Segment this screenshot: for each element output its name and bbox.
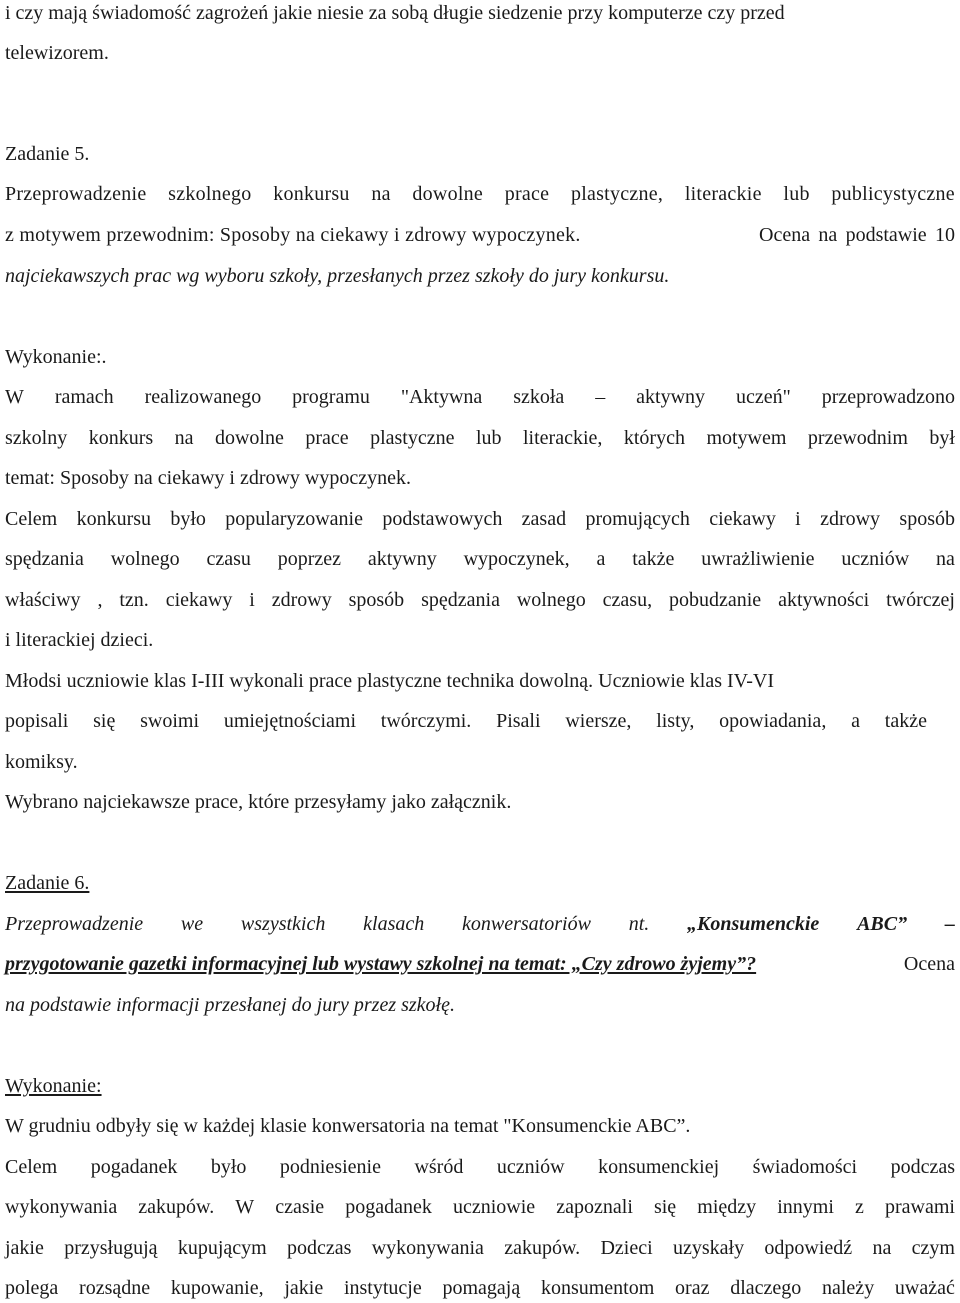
word: kupowanie,	[170, 1277, 264, 1299]
word: we	[180, 913, 204, 935]
word: motywem	[706, 427, 787, 449]
word: szkoła	[513, 386, 565, 408]
word: pogadanek	[90, 1156, 178, 1178]
word: 10	[935, 224, 955, 246]
text-line	[5, 506, 955, 532]
word: Celem	[5, 1156, 58, 1178]
word: przewodnim	[807, 427, 908, 449]
word: instytucje	[343, 1277, 422, 1299]
word: ramach	[54, 386, 114, 408]
word: spędzania	[421, 589, 500, 611]
word: sposób	[348, 589, 405, 611]
word: aktywny	[636, 386, 706, 408]
word: prace	[504, 183, 550, 205]
word: Przeprowadzenie	[5, 913, 144, 935]
text-line: W grudniu odbyły się w każdej klasie konwersatoria na temat "Konsumenckie ABC”.	[5, 1115, 691, 1137]
word: podstawie	[845, 224, 927, 246]
word: ciekawy	[165, 589, 233, 611]
word: Dzieci	[600, 1237, 653, 1259]
word: czasu,	[602, 589, 653, 611]
word: konkursu	[273, 183, 350, 205]
word: się	[653, 1196, 677, 1218]
word: jakie	[284, 1277, 324, 1299]
word: promujących	[585, 508, 690, 530]
word: popularyzowanie	[225, 508, 363, 530]
word: i	[249, 589, 255, 611]
word: podczas	[890, 1156, 955, 1178]
text-line	[5, 425, 955, 451]
word: zasad	[521, 508, 567, 530]
word: uzyskały	[672, 1237, 745, 1259]
word: umiejętnościami	[223, 710, 356, 732]
word: wiersze,	[565, 710, 632, 732]
word: szkolny	[5, 427, 68, 449]
text-line: Wybrano najciekawsze prace, które przesyłamy jako załącznik.	[5, 791, 512, 813]
word: podstawowych	[382, 508, 503, 530]
text-line: telewizorem.	[5, 42, 109, 64]
word: realizowanego	[144, 386, 262, 408]
word: wykonywania	[5, 1196, 118, 1218]
word: uważać	[894, 1277, 955, 1299]
word: i	[795, 508, 801, 530]
word: lub	[783, 183, 810, 205]
word: sposób	[899, 508, 955, 530]
text-line	[5, 708, 927, 734]
word: zakupów.	[138, 1196, 215, 1218]
word: zapoznali	[556, 1196, 633, 1218]
section-heading: Wykonanie:.	[5, 346, 107, 368]
word: wolnego	[110, 548, 180, 570]
word: literackie,	[523, 427, 603, 449]
section-heading: Zadanie 5.	[5, 143, 90, 165]
word: pomagają	[442, 1277, 521, 1299]
text-line: na podstawie informacji przesłanej do jury przez szkołę.	[5, 994, 455, 1016]
word: W	[5, 386, 24, 408]
word: przysługują	[64, 1237, 158, 1259]
word: zdrowy	[820, 508, 881, 530]
text-fragment: z motywem przewodnim: Sposoby na ciekawy i zdrowy wypoczynek.	[5, 224, 581, 246]
word: na	[174, 427, 194, 449]
word: swoimi	[140, 710, 200, 732]
word: był	[929, 427, 955, 449]
word: czym	[911, 1237, 955, 1259]
word: dowolne	[214, 427, 284, 449]
word: odpowiedź	[764, 1237, 853, 1259]
word: między	[697, 1196, 757, 1218]
word: spędzania	[5, 548, 84, 570]
word: ABC”	[857, 913, 908, 935]
word: na	[936, 548, 955, 570]
word: innymi	[777, 1196, 834, 1218]
word: tzn.	[119, 589, 149, 611]
word: właściwy	[5, 589, 81, 611]
text-line	[5, 181, 955, 207]
word: zakupów.	[504, 1237, 581, 1259]
word: z	[855, 1196, 864, 1218]
word: „Konsumenckie	[687, 913, 820, 935]
word: podczas	[287, 1237, 352, 1259]
text-line	[5, 1275, 955, 1301]
word: uwrażliwienie	[701, 548, 815, 570]
text-line	[5, 384, 955, 410]
text-line: komiksy.	[5, 751, 78, 773]
word: programu	[292, 386, 370, 408]
word: popisali	[5, 710, 69, 732]
word: wypoczynek,	[463, 548, 570, 570]
word: szkolnego	[168, 183, 252, 205]
word: twórczymi.	[380, 710, 472, 732]
word: przeprowadzono	[821, 386, 955, 408]
text-fragment: Ocena	[903, 953, 955, 975]
word: świadomości	[752, 1156, 858, 1178]
word: uczeń"	[735, 386, 791, 408]
text-line: Młodsi uczniowie klas I-III wykonali prace plastyczne technika dowolną. Uczniowie klas IV-VI	[5, 670, 775, 692]
word: aktywności	[778, 589, 870, 611]
word: uczniów	[841, 548, 910, 570]
word: podniesienie	[279, 1156, 381, 1178]
word: literackie	[684, 183, 762, 205]
text-line: temat: Sposoby na ciekawy i zdrowy wypoczynek.	[5, 467, 412, 489]
text-line	[5, 546, 955, 572]
word: ciekawy	[709, 508, 776, 530]
word: oraz	[675, 1277, 710, 1299]
text-line: i literackiej dzieci.	[5, 629, 154, 651]
text-line	[5, 587, 955, 613]
text-fragment: przygotowanie gazetki informacyjnej lub wystawy szkolnej na temat: „Czy zdrowo żyjemy”?	[5, 953, 757, 975]
word: konkurs	[88, 427, 154, 449]
word: konsumenckiej	[598, 1156, 720, 1178]
text-line: i czy mają świadomość zagrożeń jakie niesie za sobą długie siedzenie przy komputerze czy przed	[5, 2, 785, 24]
word: pogadanek	[345, 1196, 432, 1218]
word: a	[596, 548, 606, 570]
word: prawami	[885, 1196, 955, 1218]
text-line	[5, 911, 955, 937]
word: na	[371, 183, 391, 205]
word: polega	[5, 1277, 59, 1299]
word: plastyczne	[370, 427, 455, 449]
text-line	[5, 1154, 955, 1180]
word: rozsądne	[79, 1277, 151, 1299]
word: dlaczego	[730, 1277, 802, 1299]
word: kupującym	[177, 1237, 267, 1259]
word: plastyczne,	[570, 183, 664, 205]
word: twórczej	[886, 589, 955, 611]
word: na	[818, 224, 838, 246]
word: uczniowie	[452, 1196, 536, 1218]
word: –	[944, 913, 955, 935]
word: Ocena	[759, 224, 811, 246]
word: aktywny	[367, 548, 437, 570]
word: się	[93, 710, 116, 732]
word: wszystkich	[240, 913, 326, 935]
word: także	[632, 548, 675, 570]
word: wśród	[414, 1156, 464, 1178]
word: czasie	[275, 1196, 325, 1218]
section-heading: Zadanie 6.	[5, 872, 90, 894]
word: listy,	[656, 710, 695, 732]
word: jakie	[5, 1237, 44, 1259]
word: było	[210, 1156, 247, 1178]
word: Celem	[5, 508, 58, 530]
word: na	[872, 1237, 892, 1259]
word: których	[623, 427, 685, 449]
word: publicystyczne	[831, 183, 955, 205]
word: poprzez	[277, 548, 341, 570]
section-heading: Wykonanie:	[5, 1075, 102, 1097]
word: także	[884, 710, 927, 732]
word: dowolne	[412, 183, 484, 205]
word: opowiadania,	[719, 710, 827, 732]
word: należy	[822, 1277, 875, 1299]
word: ,	[97, 589, 103, 611]
text-line	[5, 951, 955, 977]
word: pobudzanie	[668, 589, 762, 611]
text-line: najciekawszych prac wg wyboru szkoły, przesłanych przez szkoły do jury konkursu.	[5, 265, 670, 287]
word: było	[170, 508, 206, 530]
word: uczniów	[496, 1156, 565, 1178]
word: "Aktywna	[400, 386, 483, 408]
word: wykonywania	[371, 1237, 484, 1259]
word: nt.	[628, 913, 650, 935]
text-line	[5, 1235, 955, 1261]
word: zdrowy	[271, 589, 332, 611]
word: konsumentom	[540, 1277, 655, 1299]
word: konkursu	[76, 508, 152, 530]
word: czasu	[206, 548, 251, 570]
word: Przeprowadzenie	[5, 183, 147, 205]
word: a	[851, 710, 860, 732]
word: konwersatoriów	[462, 913, 591, 935]
word: W	[235, 1196, 255, 1218]
word: –	[595, 386, 606, 408]
word: klasach	[363, 913, 425, 935]
text-line	[5, 222, 955, 248]
word: prace	[305, 427, 349, 449]
word: Pisali	[496, 710, 541, 732]
word: wolnego	[516, 589, 586, 611]
text-line	[5, 1194, 955, 1220]
word: lub	[475, 427, 502, 449]
text-fragment	[759, 222, 955, 248]
